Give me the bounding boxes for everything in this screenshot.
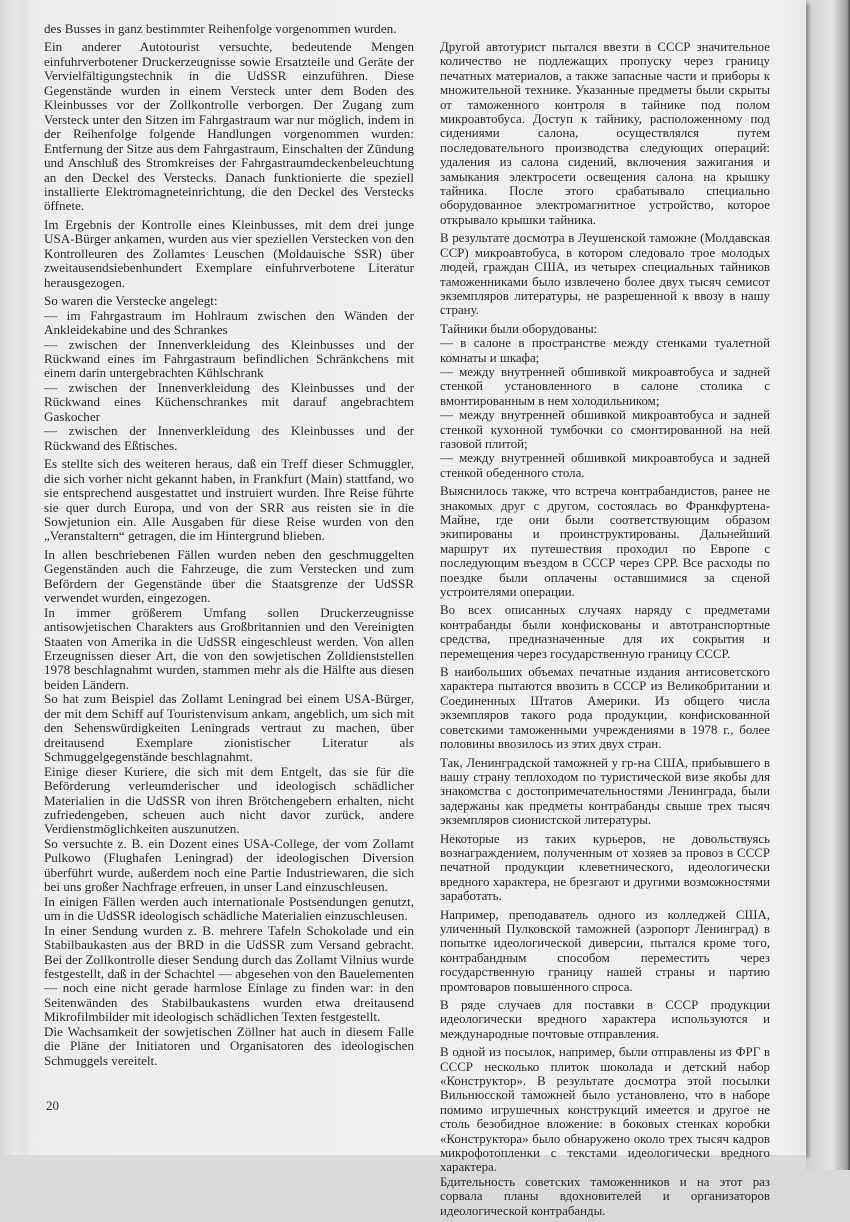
german-column [44, 22, 414, 1068]
list-item: — между внутренней обшивкой микроавтобуса и задней стенкой установленного в салоне столика с вмонтированным в нем холодильником; [440, 364, 770, 408]
paragraph: Einige dieser Kuriere, die sich mit dem Entgelt, das sie für die Beförderung verleumderischer und ideologisch schädlicher Materialien in die UdSSR von ihren Brötchengebern erhalten, nicht zufriedengeben, scheuen auch nicht davor zurück, andere Verdienstmöglichkeiten auszunutzen. [44, 763, 414, 837]
paragraph: Ein anderer Autotourist versuchte, bedeutende Mengen einfuhrverbotener Druckerzeugnisse sowie Ersatzteile und Geräte der Vervielfältigungstechnik in die UdSSR einzuführen. Diese Gegenstände wurden in einem Versteck unter dem Boden des Kleinbusses vor der Zollkontrolle verborgen. Der Zugang zum Versteck unter den Sitzen im Fahrgastraum war nur möglich, indem in der Reihenfolge folgende Handlungen vorgenommen wurden: Entfernung der Sitze aus dem Fahrgastraum, Einschalten der Zündung und Anschluß des Stromkreises der Fahrgastraumdeckenbeleuchtung an den Deckel des Verstecks. Danach funktionierte die speziell installierte Elektromagneteinrichtung, die den Deckel des Verstecks öffnete. [44, 39, 414, 214]
paragraph: Es stellte sich des weiteren heraus, daß ein Treff dieser Schmuggler, die sich vorher nicht gekannt haben, in Frankfurt (Main) stattfand, wo sie entsprechend ausgestattet und instruiert wurden. Ihre Reise führte sie quer durch Europa, und von der SRR aus reisten sie in die Sowjetunion ein. Alle Ausgaben für diese Reise wurden von den „Veranstaltern“ getragen, die im Hintergrund blieben. [44, 456, 414, 544]
paragraph: So versuchte z. B. ein Dozent eines USA-College, der vom Zollamt Pulkowo (Flughafen Leningrad) der ideologischen Diversion überführt wurde, außerdem noch eine Partie Industriewaren, die sich bei uns großer Nachfrage erfreuen, in unser Land einzuschleusen. [44, 835, 414, 895]
paragraph: Другой автотурист пытался ввезти в СССР значительное количество не подлежащих пропуску через границу печатных материалов, а также запасные части и приборы к множительной технике. Указанные предметы были скрыты от таможенного контроля в тайнике под полом микроавтобуса. Доступ к тайнику, расположенному под сидениями салона, осуществлялся путем последовательного производства следующих операций: удаления из салона сидений, включения зажигания и замыкания электросети освещения салона на крышку тайника. После этого срабатывало специально оборудованное электромагнитное устройство, которое открывало крышки тайника. [440, 40, 770, 227]
paragraph: In einigen Fällen werden auch internationale Postsendungen genutzt, um in die UdSSR ideologisch schädliche Materialien einzuschleusen. [44, 893, 414, 924]
paragraph: В ряде случаев для поставки в СССР продукции идеологически вредного характера используются и международные почтовые отправления. [440, 998, 770, 1041]
paragraph: So hat zum Beispiel das Zollamt Leningrad bei einem USA-Bürger, der mit dem Schiff auf Touristenvisum ankam, angeblich, um sich mit den Sehenswürdigkeiten Leningrads vertraut zu machen, über dreitausend Exemplare zionistischer Literatur als Schmuggelgegenstände beschlagnahmt. [44, 691, 414, 765]
paragraph: des Busses in ganz bestimmter Reihenfolge vorgenommen wurden. [44, 21, 397, 36]
paragraph: Бдительность советских таможенников и на этот раз сорвала планы вдохновителей и организаторов идеологической контрабанды. [440, 1174, 770, 1218]
list-intro: Тайники были оборудованы: [440, 321, 598, 336]
list-item: — zwischen der Innenverkleidung des Kleinbusses und der Rückwand eines Küchenschrankes mit darauf angebrachtem Gaskocher [44, 379, 414, 424]
list-item: — zwischen der Innenverkleidung des Kleinbusses und der Rückwand des Eßtisches. [44, 423, 414, 453]
paragraph: Die Wachsamkeit der sowjetischen Zöllner hat auch in diesem Falle die Pläne der Initiatoren und Organisatoren des ideologischen Schmuggels vereitelt. [44, 1023, 414, 1068]
paragraph: Некоторые из таких курьеров, не довольствуясь вознаграждением, полученным от хозяев за провоз в СССР печатной продукции клеветнического, идеологически вредного характера, не брезгают и другими возможностями заработать. [440, 831, 770, 904]
paragraph: Во всех описанных случаях наряду с предметами контрабанды были конфискованы и автотранспортные средства, предназначенные для их сокрытия и перемещения через государственную границу СССР. [440, 603, 770, 661]
paragraph: Так, Ленинградской таможней у гр-на США, прибывшего в нашу страну теплоходом по туристической визе якобы для знакомства с достопримечательностями Ленинграда, были задержаны как предметы контрабанды свыше трех тысяч экземпляров сионистской литературы. [440, 755, 770, 828]
list-item: — между внутренней обшивкой микроавтобуса и задней стенкой обеденного стола. [440, 451, 770, 480]
paragraph: В наибольших объемах печатные издания антисоветского характера пытаются ввозить в СССР из Великобритании и Соединенных Штатов Америки. Из общего числа экземпляров такого рода продукции, конфискованной советскими таможенными учреждениями в 1978 г., более половины ввозилось из этих двух стран. [440, 665, 770, 752]
page-number: 20 [46, 1098, 59, 1113]
paragraph: Im Ergebnis der Kontrolle eines Kleinbusses, mit dem drei junge USA-Bürger ankamen, wurden aus vier speziellen Verstecken von den Kontrolleuren des Zollamtes Leuschen (Moldauische SSR) über zweitausendsiebenhundert Exemplare einfuhrverbotene Literatur herausgezogen. [44, 216, 414, 290]
paragraph: In allen beschriebenen Fällen wurden neben den geschmuggelten Gegenständen auch die Fahrzeuge, die zum Verstecken und zum Befördern der Gegenstände über die Staatsgrenze der UdSSR verwendet wurden, eingezogen. [44, 546, 414, 606]
paragraph: In einer Sendung wurden z. B. mehrere Tafeln Schokolade und ein Stabilbaukasten aus der BRD in die UdSSR zum Versand gebracht. Bei der Zollkontrolle dieser Sendung durch das Zollamt Vilnius wurde festgestellt, daß in der Schachtel — abgesehen von den Bauelementen — noch eine nicht gerade harmlose Einlage zu finden war: in den Seitenwänden des Stabilbaukastens wurden etwa dreitausend Mikrofilmbilder mit ideologisch schädlichen Texten festgestellt. [44, 922, 414, 1025]
paragraph: В результате досмотра в Леушенской таможне (Молдавская ССР) микроавтобуса, в котором следовало трое молодых людей, граждан США, из четырех специальных тайников таможенниками было извлечено более двух тысяч семисот экземпляров литературы, не разрешенной к ввозу в нашу страну. [440, 231, 770, 318]
list-intro: So waren die Verstecke angelegt: [44, 293, 218, 309]
paragraph: In immer größerem Umfang sollen Druckerzeugnisse antisowjetischen Charakters aus Großbritannien und den Vereinigten Staaten von Amerika in die UdSSR eingeschleust werden. Von allen Erzeugnissen dieser Art, die von den sowjetischen Zolldienststellen 1978 beschlagnahmt wurden, stammen mehr als die Hälfte aus diesen beiden Ländern. [44, 604, 414, 692]
scanner-edge [806, 0, 850, 1170]
paragraph: Выяснилось также, что встреча контрабандистов, ранее не знакомых друг с другом, состоялась во Франкфуртена-Майне, где они были соответствующим образом экипированы и проинструктированы. Дальнейший маршрут их путешествия проходил по Европе с последующим въездом в СССР через СРР. Все расходы по поездке были оплачены оставшимися за сценой устроителями операции. [440, 484, 770, 600]
list-item: — im Fahrgastraum im Hohlraum zwischen den Wänden der Ankleidekabine und des Schrankes [44, 307, 414, 338]
list-item: — между внутренней обшивкой микроавтобуса и задней стенкой кухонной тумбочки со смонтированной на ней газовой плитой; [440, 408, 770, 451]
paragraph: Например, преподаватель одного из колледжей США, уличенный Пулковской таможней (аэропорт Ленинград) в попытке идеологической диверсии, пытался кроме того, контрабандным способом переместить через государственную границу нашей страны и партию промтоваров повышенного спроса. [440, 907, 770, 994]
list-item: — zwischen der Innenverkleidung des Kleinbusses und der Rückwand eines im Fahrgastraum befindlichen Schränkchens mit einem darin untergebrachten Kühlschrank [44, 336, 414, 381]
paragraph: В одной из посылок, например, были отправлены из ФРГ в СССР несколько плиток шоколада и детский набор «Конструктор». В результате досмотра этой посылки Вильнюсской таможней было установлено, что в наборе помимо игрушечных конструкций имеется и другое не столь безобидное вложение: в боковых стенках коробки «Конструктора» было обнаружено около трех тысяч кадров микрофотопленки с текстами идеологически вредного характера. [440, 1045, 770, 1175]
list-item: — в салоне в пространстве между стенками туалетной комнаты и шкафа; [440, 336, 770, 365]
russian-column [440, 40, 770, 1222]
